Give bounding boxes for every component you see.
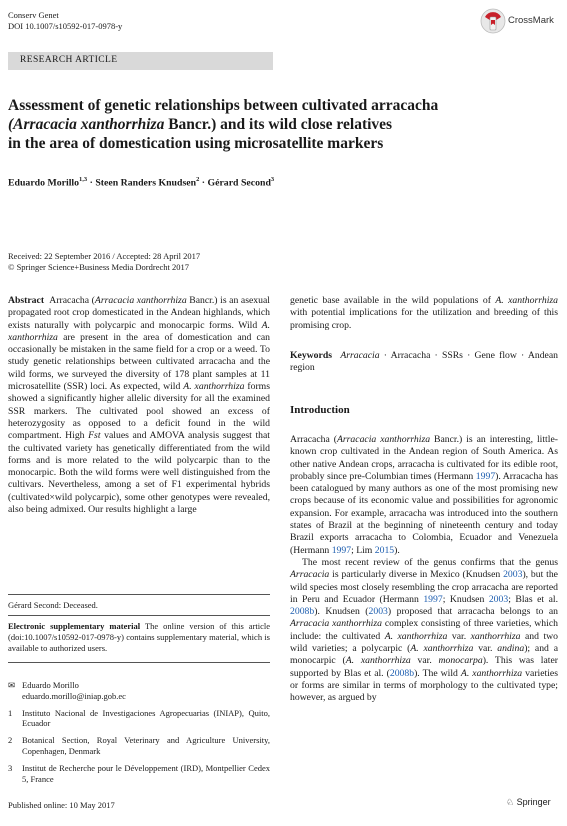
- article-title: [8, 96, 558, 153]
- publisher-logo: [506, 797, 551, 808]
- citation-link[interactable]: 2008b: [290, 606, 315, 618]
- species-name: A. xanthorrhiza: [8, 319, 270, 343]
- title-species: (Arracacia xanthorrhiza: [8, 116, 165, 133]
- corresponding-author: Eduardo Morillo: [22, 680, 79, 690]
- species-name: A. xanthorrhiza: [495, 295, 558, 306]
- text: ). This was later supported by Blas et al. (: [290, 655, 558, 679]
- author-separator: ·: [199, 177, 208, 189]
- affiliation-item: [8, 735, 270, 757]
- text: ; Lim: [351, 544, 375, 556]
- published-online-date: Published online: 10 May 2017: [8, 800, 115, 810]
- citation-link[interactable]: 1997: [475, 470, 496, 482]
- species-name: A. xanthorrhiza: [410, 643, 474, 655]
- article-dates: [8, 251, 200, 273]
- abstract-text: forms showed a significantly higher allelic diversity for all the examined SSR markers. The cultivated pool showed an excess of heterozygosity as opposed to a deficit found in the wild compartment. High: [8, 381, 270, 442]
- journal-header: [8, 10, 122, 32]
- email-icon: ✉: [8, 680, 16, 690]
- species-name: A. xanthorrhiza: [460, 667, 523, 679]
- paragraph: [290, 434, 558, 557]
- footnote-divider: [8, 594, 270, 595]
- affiliation-number: 2: [8, 735, 13, 746]
- species-name: A. xanthorrhiza: [345, 655, 411, 667]
- text: varieties or forms are similar in terms of morphology to the cultivated type; however, as argued by: [290, 667, 558, 704]
- publisher-name: Springer: [516, 797, 551, 807]
- footnote-divider: [8, 615, 270, 616]
- citation-link[interactable]: 2003: [488, 593, 509, 605]
- author-list: [8, 176, 274, 188]
- supplementary-label: Electronic supplementary material: [8, 621, 141, 631]
- keywords-label: Keywords: [290, 350, 332, 361]
- text: ), but the wild species most closely resembling the crop arracacha are reported in Peru and Ecuador (Hermann: [290, 569, 558, 605]
- correspondence: [8, 680, 270, 702]
- author-name[interactable]: Gérard Second: [207, 177, 271, 189]
- article-type-banner: [8, 52, 273, 70]
- citation-link[interactable]: 2015: [374, 544, 395, 556]
- paragraph: [290, 557, 558, 705]
- received-accepted-dates: Received: 22 September 2016 / Accepted: 28 April 2017: [8, 251, 201, 261]
- affiliation-number: 1: [8, 707, 13, 718]
- springer-horse-icon: ♘: [506, 797, 515, 807]
- affiliation-text: Instituto Nacional de Investigaciones Agropecuarias (INIAP), Quito, Ecuador: [22, 707, 270, 729]
- affiliation-number: 3: [8, 762, 13, 773]
- supplementary-doi-link[interactable]: 10.1007/s10592-017-0978-y: [24, 631, 122, 642]
- abstract-text: Arracacha (: [49, 295, 95, 306]
- citation-link[interactable]: 1997: [423, 593, 443, 605]
- affiliation-item: [8, 763, 270, 785]
- citation-link[interactable]: 2003: [503, 569, 523, 581]
- text: ; Knudsen: [442, 593, 489, 605]
- species-name: A. xanthorrhiza: [183, 381, 245, 393]
- supplementary-note: [8, 621, 270, 653]
- abstract-text: with potential implications for the utilization and breeding of this promising crop.: [290, 307, 558, 331]
- citation-link[interactable]: 1997: [331, 544, 352, 556]
- text: ); and a monocarpic (: [290, 643, 558, 667]
- text: ) contains supplementary material, which is available to authorized users.: [8, 631, 270, 653]
- keywords: [290, 350, 558, 375]
- text: Arracacha (: [290, 434, 337, 445]
- text: ). Arracacha has been catalogued by many authors as one of the most promising new crops because of its economic value and possibilities for agronomic expansion. For example, arracacha was introduced into the southern states of Brazil at the beginning of nineteenth century and today Brazil exports arracacha to Colombia, Ecuador and Venezuela (Hermann: [290, 470, 559, 556]
- species-name: xanthorrhiza: [470, 630, 521, 642]
- species-name: Arracacia xanthorrhiza: [290, 618, 382, 630]
- species-name: Arracacia xanthorrhiza: [336, 434, 431, 445]
- fst-term: Fst: [88, 430, 101, 442]
- text: The most recent review of the genus confirms that the genus: [302, 556, 558, 568]
- author-name[interactable]: Eduardo Morillo: [8, 177, 80, 189]
- text: var.: [473, 643, 498, 655]
- keyword: Arracacia: [340, 350, 380, 361]
- crossmark-badge[interactable]: [480, 8, 560, 36]
- text: complex consisting of three varieties, which include: the cultivated: [290, 618, 558, 642]
- title-line-2: Bancr.) and its wild close relatives: [164, 116, 393, 133]
- article-type-label: RESEARCH ARTICLE: [20, 55, 118, 65]
- text: ; Blas et al.: [508, 593, 558, 605]
- affiliation-text: Institut de Recherche pour le Développement (IRD), Montpellier Cedex 5, France: [22, 762, 270, 784]
- text: ).: [394, 544, 400, 556]
- abstract-text: genetic base available in the wild populations of: [290, 295, 496, 306]
- abstract-text: are present in the area of domestication and can occasionally be mistaken in the same field for a crop or a weed. To study genetic relationships between cultivated arracacha and the wild forms, we surveyed the diversity of 178 plant samples at 11 microsatellite (SSR) loci. As expected, wild: [8, 331, 270, 393]
- species-name: monocarpa: [438, 655, 483, 667]
- title-line-3: in the area of domestication using microsatellite markers: [8, 135, 384, 152]
- author-affiliation-ref: 3: [270, 176, 275, 183]
- text: ). Knudsen (: [314, 606, 369, 618]
- citation-link[interactable]: 2003: [368, 606, 388, 618]
- introduction-body: [290, 434, 558, 705]
- footnote-divider: [8, 662, 270, 663]
- author-affiliation-ref: 2: [196, 176, 200, 183]
- title-line-1: Assessment of genetic relationships between cultivated arracacha: [8, 97, 439, 114]
- text: var.: [410, 655, 439, 667]
- crossmark-label: CrossMark: [508, 15, 554, 26]
- corresponding-email[interactable]: eduardo.morillo@iniap.gob.ec: [22, 690, 126, 701]
- affiliation-item: [8, 708, 270, 730]
- abstract-label: Abstract: [8, 295, 45, 306]
- text: Bancr.) is an interesting, little-known crop cultivated in the Andean region of South America. As other native Andean crops, arracacha is cultivated for its edible root, probably since pre-Columbian times (Hermann: [290, 434, 558, 482]
- text: ) proposed that arracacha belongs to an: [387, 606, 558, 618]
- copyright-line: © Springer Science+Business Media Dordrecht 2017: [8, 262, 189, 272]
- author-affiliation-ref: 1,3: [79, 176, 88, 183]
- citation-link[interactable]: 2008b: [389, 667, 415, 679]
- keyword-list: · Arracacha · SSRs · Gene flow · Andean region: [290, 350, 558, 374]
- abstract-text: values and AMOVA analysis suggest that the cultivated variety has genetically differentiated from the wild forms and is more related to the wild polycarpic than to the monocarpic. Both the wild forms were well distinguished from the cultivars. Nevertheless, among a set of F1 experimental hybrids (cultivated×wild polycarpic), some other genotypes were revealed, also being admixed. Our results highlight a large: [8, 430, 270, 516]
- text: The online version of this article (doi:: [8, 621, 270, 642]
- deceased-text: Gérard Second: Deceased.: [8, 600, 98, 610]
- text: ). The wild: [414, 667, 461, 679]
- journal-name: Conserv Genet: [8, 10, 59, 20]
- author-name[interactable]: Steen Randers Knudsen: [95, 177, 197, 189]
- species-name: A. xanthorrhiza: [384, 630, 448, 642]
- abstract: [8, 295, 270, 516]
- species-name: Arracacia: [290, 569, 330, 581]
- text: var.: [447, 630, 471, 642]
- section-heading-introduction: Introduction: [290, 404, 350, 416]
- deceased-note: [8, 600, 270, 611]
- affiliations: [8, 680, 270, 788]
- affiliation-text: Botanical Section, Royal Veterinary and Agriculture University, Copenhagen, Denmark: [22, 735, 270, 756]
- abstract-text: Bancr.) is an asexual propagated root crop domesticated in the Andean highlands, which exists naturally with polycarpic and monocarpic forms. Wild: [8, 295, 270, 331]
- text: is particularly diverse in Mexico (Knudsen: [329, 569, 504, 581]
- species-name: Arracacia xanthorrhiza: [94, 295, 187, 306]
- crossmark-icon: [480, 8, 506, 34]
- abstract-continuation: [290, 295, 558, 332]
- article-doi[interactable]: DOI 10.1007/s10592-017-0978-y: [8, 21, 123, 31]
- species-name: andina: [497, 643, 525, 655]
- text: and two wild varieties; a polycarpic (: [290, 630, 558, 655]
- author-separator: ·: [87, 177, 96, 189]
